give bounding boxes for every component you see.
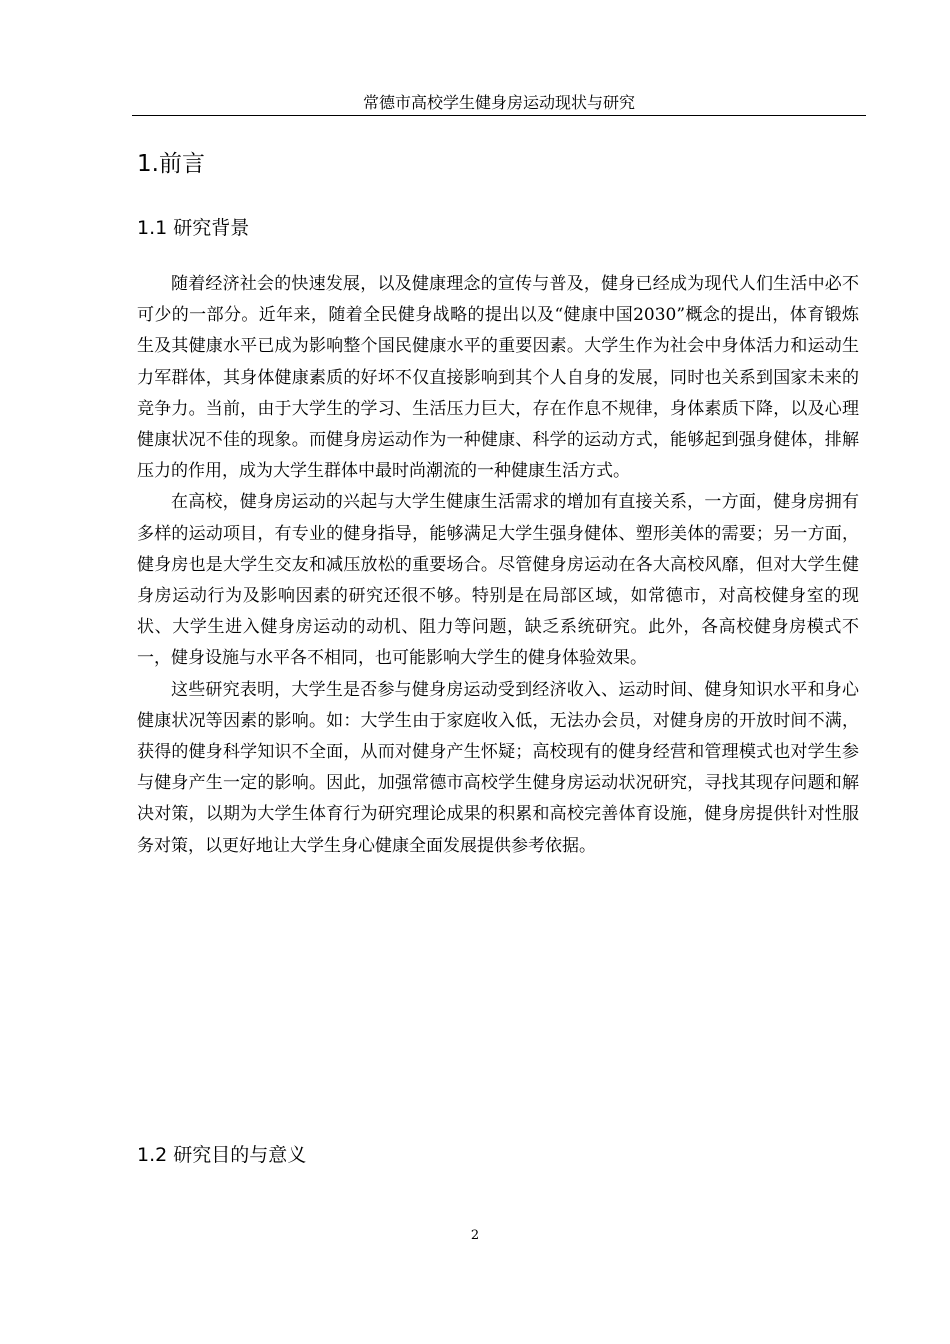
paragraph: 在高校，健身房运动的兴起与大学生健康生活需求的增加有直接关系，一方面，健身房拥有多样的运动项目，有专业的健身指导，能够满足大学生强身健体、塑形美体的需要；另一方面，健身房也是大学生交友和减压放松的重要场合。尽管健身房运动在各大高校风靡，但对大学生健身房运动行为及影响因素的研究还很不够。特别是在局部区域，如常德市，对高校健身室的现状、大学生进入健身房运动的动机、阻力等问题，缺乏系统研究。此外，各高校健身房模式不一，健身设施与水平各不相同，也可能影响大学生的健身体验效果。 <box>137 492 859 669</box>
paragraph: 随着经济社会的快速发展，以及健康理念的宣传与普及，健身已经成为现代人们生活中必不可少的一部分。近年来，随着全民健身战略的提出以及“健康中国2030”概念的提出，体育锻炼生及其健康水平已成为影响整个国民健康水平的重要因素。大学生作为社会中身体活力和运动生力军群体，其身体健康素质的好坏不仅直接影响到其个人自身的发展，同时也关系到国家未来的竞争力。当前，由于大学生的学习、生活压力巨大，存在作息不规律，身体素质下降，以及心理健康状况不佳的现象。而健身房运动作为一种健康、科学的运动方式，能够起到强身健体，排解压力的作用，成为大学生群体中最时尚潮流的一种健康生活方式。 <box>137 274 859 482</box>
header-rule <box>132 115 866 116</box>
section-heading-1: 1.前言 <box>137 151 205 177</box>
section-heading-1-2: 1.2 研究目的与意义 <box>137 1144 307 1166</box>
running-header: 常德市高校学生健身房运动现状与研究 <box>362 93 635 112</box>
paragraph: 这些研究表明，大学生是否参与健身房运动受到经济收入、运动时间、健身知识水平和身心健康状况等因素的影响。如：大学生由于家庭收入低，无法办会员，对健身房的开放时间不满，获得的健身科学知识不全面，从而对健身产生怀疑；高校现有的健身经营和管理模式也对学生参与健身产生一定的影响。因此，加强常德市高校学生健身房运动状况研究，寻找其现存问题和解决对策，以期为大学生体育行为研究理论成果的积累和高校完善体育设施，健身房提供针对性服务对策，以更好地让大学生身心健康全面发展提供参考依据。 <box>137 679 859 856</box>
section-body <box>137 269 859 862</box>
section-heading-1-1: 1.1 研究背景 <box>137 217 250 239</box>
page-number: 2 <box>470 1228 480 1243</box>
